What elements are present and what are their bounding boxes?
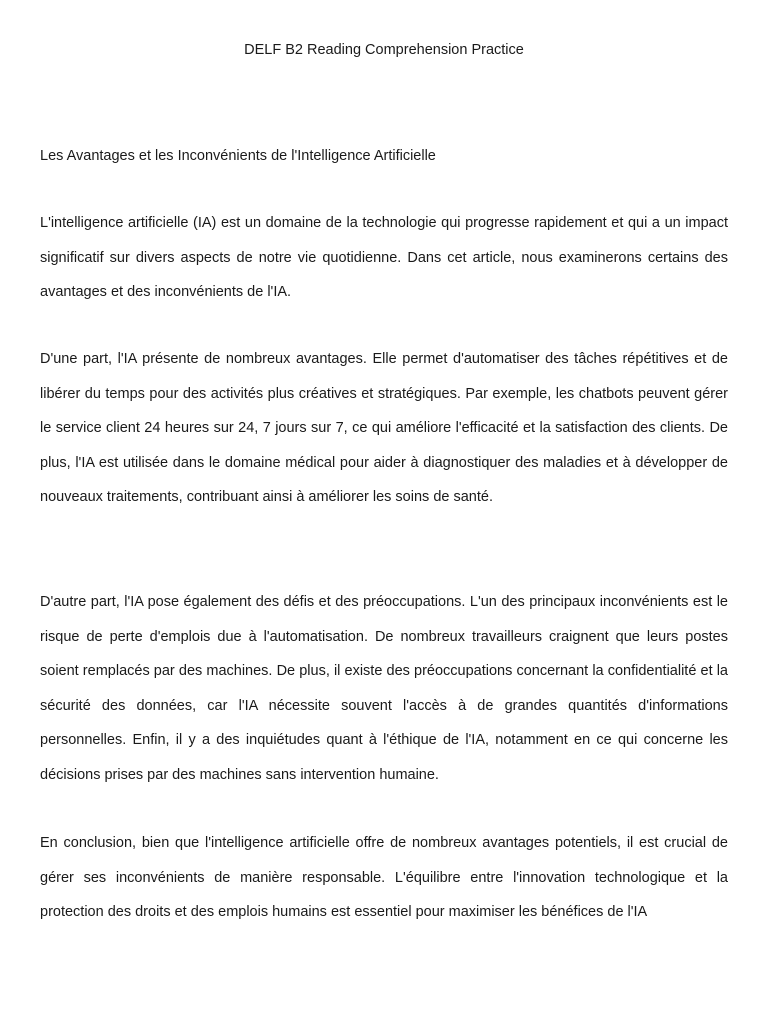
paragraph-disadvantages: D'autre part, l'IA pose également des défis et des préoccupations. L'un des principaux inconvénients est le risque de perte d'emplois due à l'automatisation. De nombreux travailleurs craignent que leurs postes soient remplacés par des machines. De plus, il existe des préoccupations concernant la confidentialité et la sécurité des données, car l'IA nécessite souvent l'accès à de grandes quantités d'informations personnelles. Enfin, il y a des inquiétudes quant à l'éthique de l'IA, notamment en ce qui concerne les décisions prises par des machines sans intervention humaine. [40, 594, 728, 783]
article-title: Les Avantages et les Inconvénients de l'Intelligence Artificielle [40, 148, 436, 164]
paragraph-advantages: D'une part, l'IA présente de nombreux avantages. Elle permet d'automatiser des tâches répétitives et de libérer du temps pour des activités plus créatives et stratégiques. Par exemple, les chatbots peuvent gérer le service client 24 heures sur 24, 7 jours sur 7, ce qui améliore l'efficacité et la satisfaction des clients. De plus, l'IA est utilisée dans le domaine médical pour aider à diagnostiquer des maladies et à développer de nouveaux traitements, contribuant ainsi à améliorer les soins de santé. [40, 351, 728, 505]
document-header: DELF B2 Reading Comprehension Practice [244, 42, 524, 58]
paragraph-intro: L'intelligence artificielle (IA) est un domaine de la technologie qui progresse rapidement et qui a un impact significatif sur divers aspects de notre vie quotidienne. Dans cet article, nous examinerons certains des avantages et des inconvénients de l'IA. [40, 215, 728, 300]
paragraph-conclusion: En conclusion, bien que l'intelligence artificielle offre de nombreux avantages potentiels, il est crucial de gérer ses inconvénients de manière responsable. L'équilibre entre l'innovation technologique et la protection des droits et des emplois humains est essentiel pour maximiser les bénéfices de l'IA [40, 835, 728, 920]
